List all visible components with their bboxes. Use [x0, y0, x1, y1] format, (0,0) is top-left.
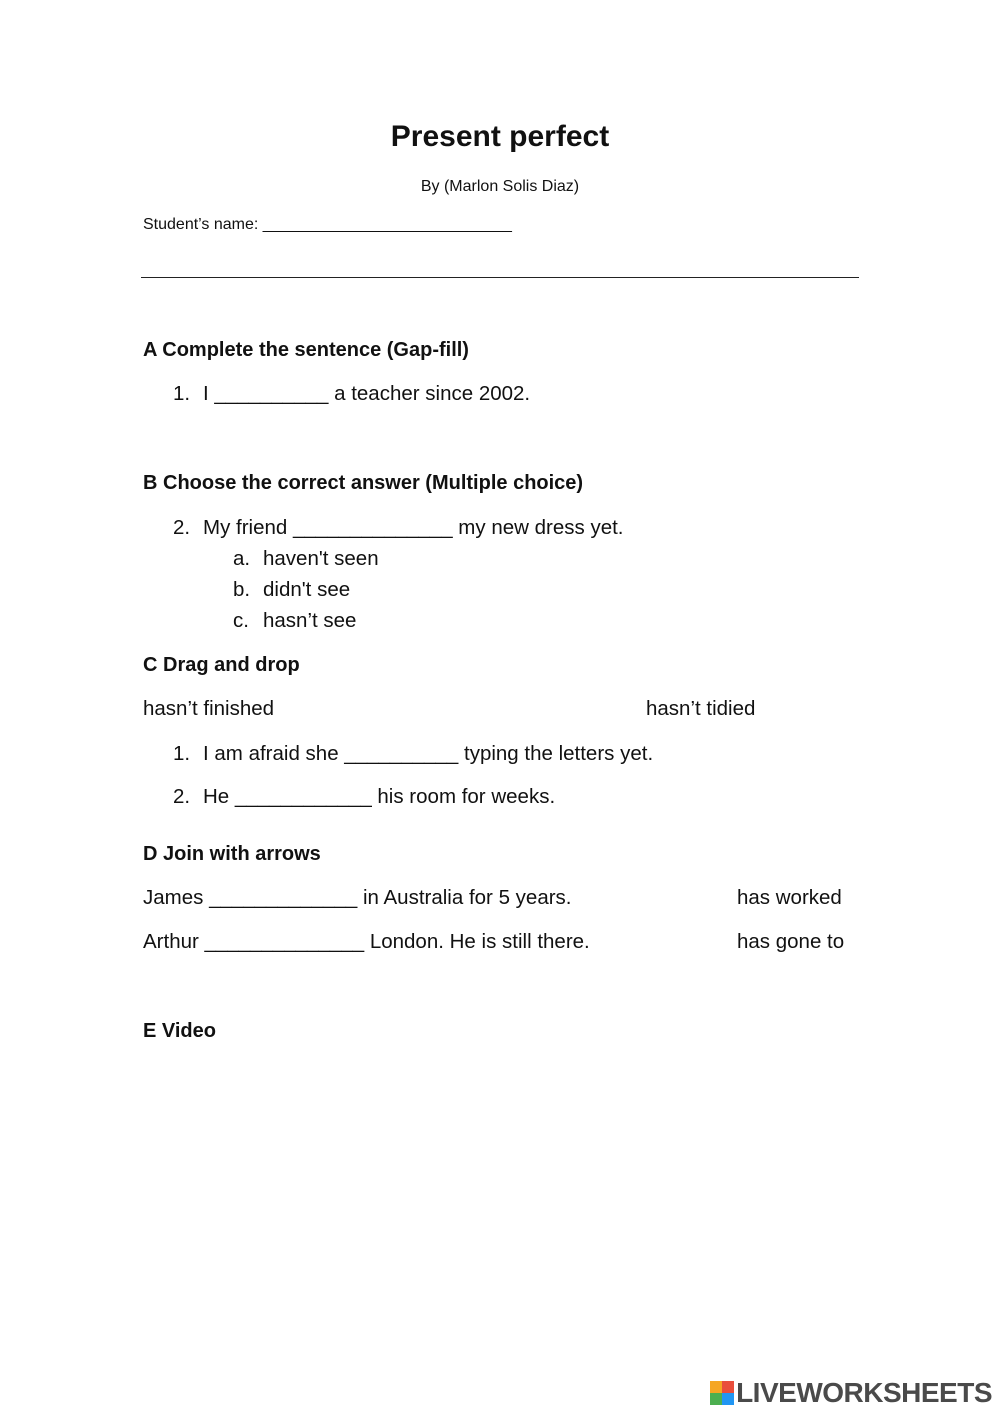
option-a[interactable] [233, 547, 379, 571]
logo-square [710, 1393, 722, 1405]
logo-square [710, 1381, 722, 1393]
option-letter: c. [233, 609, 249, 632]
question-number: 1. [173, 382, 191, 405]
option-letter: a. [233, 547, 251, 570]
join-left-2[interactable]: Arthur ______________ London. He is still there. [143, 930, 590, 953]
join-right-1[interactable]: has worked [737, 886, 842, 909]
option-text: didn't see [263, 578, 351, 601]
drag-word-1[interactable]: hasn’t finished [143, 697, 275, 720]
join-left-1[interactable]: James _____________ in Australia for 5 years. [143, 886, 572, 909]
drag-word-2[interactable]: hasn’t tidied [646, 697, 756, 720]
section-c-heading: C Drag and drop [143, 654, 300, 676]
section-b-heading: B Choose the correct answer (Multiple choice) [143, 472, 584, 494]
question-number: 2. [173, 785, 191, 808]
drop-sentence[interactable]: I am afraid she __________ typing the letters yet. [203, 742, 654, 765]
student-name-field[interactable]: Student’s name: ____________________________ [143, 216, 512, 233]
section-a-question-1 [173, 382, 530, 406]
page-title: Present perfect [390, 120, 610, 153]
divider [141, 277, 859, 278]
option-text: hasn’t see [263, 609, 357, 632]
section-a-heading: A Complete the sentence (Gap-fill) [143, 339, 469, 361]
logo-text: LIVEWORKSHEETS [736, 1377, 992, 1408]
question-number: 1. [173, 742, 191, 765]
logo-square [722, 1381, 734, 1393]
option-c[interactable] [233, 609, 356, 633]
question-number: 2. [173, 516, 191, 539]
section-d-heading: D Join with arrows [143, 843, 321, 865]
gap-fill-sentence[interactable]: I __________ a teacher since 2002. [203, 382, 531, 405]
logo-square [722, 1393, 734, 1405]
section-b-question-2 [173, 516, 624, 540]
drop-sentence[interactable]: He ____________ his room for weeks. [203, 785, 556, 808]
liveworksheets-logo [710, 1378, 992, 1408]
option-text: haven't seen [263, 547, 379, 570]
option-letter: b. [233, 578, 251, 601]
option-b[interactable] [233, 578, 350, 602]
author-line: By (Marlon Solis Diaz) [420, 178, 580, 195]
section-c-question-1 [173, 742, 653, 766]
join-right-2[interactable]: has gone to [737, 930, 845, 953]
question-text: My friend ______________ my new dress yet. [203, 516, 624, 539]
section-c-question-2 [173, 785, 555, 809]
section-e-heading: E Video [143, 1020, 216, 1042]
logo-icon [710, 1381, 734, 1405]
